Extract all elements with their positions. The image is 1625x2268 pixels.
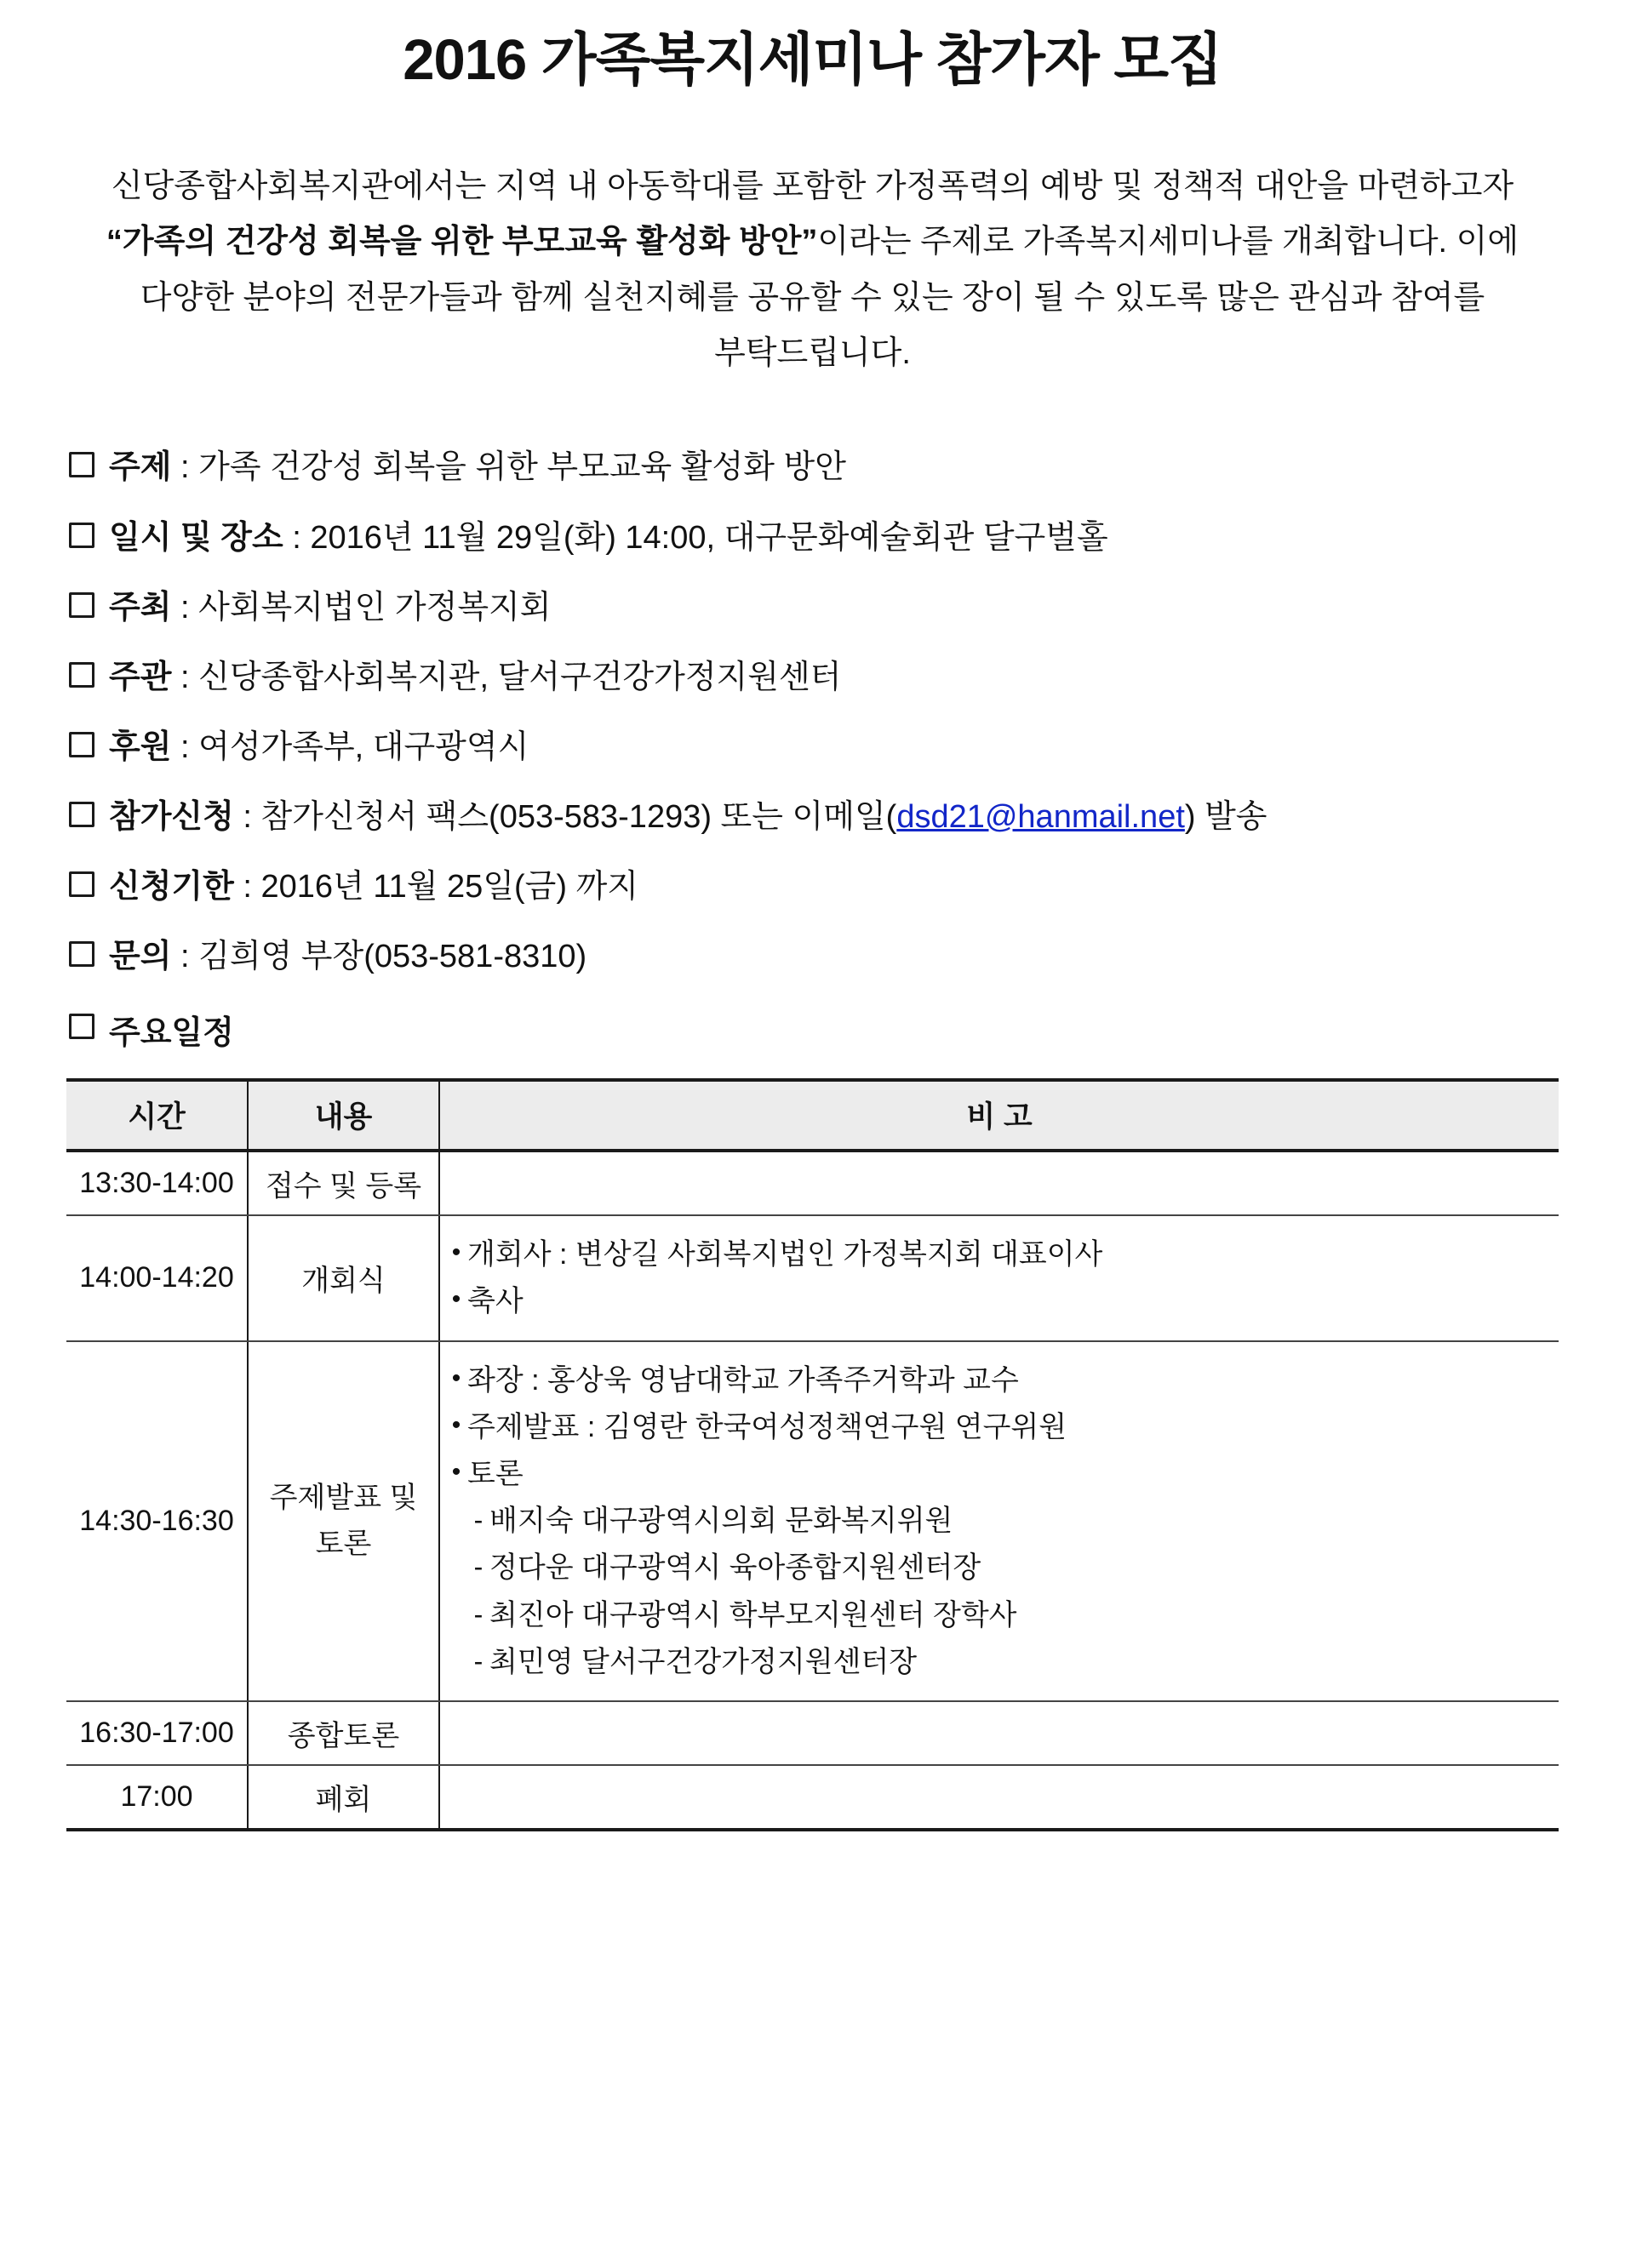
- info-item-value: 여성가족부, 대구광역시: [198, 728, 529, 765]
- intro-line-2-pre: 대안을 마련하고자: [1254, 169, 1514, 205]
- bullet-icon: •: [451, 1457, 461, 1486]
- column-header-remark: 비 고: [439, 1080, 1559, 1151]
- checkbox-icon: [69, 871, 94, 897]
- info-item-separator: :: [283, 519, 311, 556]
- intro-line-4: 공유할 수 있는 장이 될 수 있도록 많은 관심과 참여를 부탁드립니다.: [714, 279, 1485, 372]
- table-row: [66, 1341, 1559, 1701]
- cell-content: 개회식: [248, 1215, 439, 1340]
- schedule-table: [66, 1078, 1559, 1831]
- checkbox-icon: [69, 452, 94, 477]
- checkbox-icon: [69, 732, 94, 757]
- table-row: [66, 1215, 1559, 1340]
- remark-text: 좌장 : 홍상욱 영남대학교 가족주거학과 교수: [467, 1363, 1019, 1397]
- bullet-icon: •: [451, 1285, 461, 1314]
- remark-text: 주제발표 : 김영란 한국여성정책연구원 연구위원: [467, 1410, 1067, 1443]
- info-item-label: 주최: [109, 589, 172, 626]
- schedule-heading-label: 주요일정: [109, 1015, 234, 1052]
- info-item-value: 사회복지법인 가정복지회: [198, 589, 552, 626]
- table-row: [66, 1151, 1559, 1215]
- info-item-value: 가족 건강성 회복을 위한 부모교육 활성화 방안: [198, 449, 846, 486]
- table-row: [66, 1765, 1559, 1830]
- info-item-value-post: ) 발송: [1184, 798, 1267, 835]
- remark-line: [445, 1236, 1553, 1273]
- info-item-text: [109, 724, 1559, 771]
- info-item-label: 주제: [109, 449, 172, 486]
- intro-line-1: 신당종합사회복지관에서는 지역 내 아동학대를 포함한 가정폭력의 예방 및 정책적: [111, 169, 1246, 205]
- info-item-value: 김희영 부장(053-581-8310): [198, 939, 587, 975]
- info-item-text: [109, 585, 1559, 631]
- list-item: [66, 585, 1559, 631]
- list-item: [66, 654, 1559, 701]
- remark-text: 토론: [467, 1457, 524, 1490]
- checkbox-icon: [69, 523, 94, 548]
- list-item: [66, 934, 1559, 980]
- cell-content: 종합토론: [248, 1701, 439, 1765]
- dash-icon: -: [473, 1645, 483, 1677]
- intro-paragraph: [90, 159, 1535, 381]
- info-item-label: 문의: [109, 939, 172, 975]
- checkbox-icon: [69, 662, 94, 688]
- checkbox-icon: [69, 802, 94, 827]
- intro-line-2-post: 이라는 주제로: [817, 224, 1015, 260]
- cell-time: 14:00-14:20: [66, 1215, 248, 1340]
- remark-line-sub: [445, 1502, 1553, 1540]
- info-item-separator: :: [171, 659, 199, 695]
- checkbox-icon: [69, 1014, 94, 1039]
- cell-content: [248, 1341, 439, 1701]
- remark-text: 개회사 : 변상길 사회복지법인 가정복지회 대표이사: [467, 1238, 1103, 1271]
- bullet-icon: •: [451, 1363, 461, 1392]
- checkbox-icon: [69, 941, 94, 967]
- cell-content: 폐회: [248, 1765, 439, 1830]
- cell-time: 16:30-17:00: [66, 1701, 248, 1765]
- info-item-separator: :: [171, 728, 199, 765]
- remark-line: [445, 1283, 1553, 1320]
- cell-content-line-2: 토론: [315, 1528, 372, 1561]
- info-item-text: [109, 444, 1559, 491]
- schedule-heading: [66, 1006, 1559, 1053]
- intro-theme-quote: “가족의 건강성 회복을 위한 부모교육 활성화 방안”: [106, 224, 818, 260]
- info-item-value-pre: 참가신청서 팩스(053-583-1293) 또는 이메일(: [260, 798, 897, 835]
- info-item-value: 2016년 11월 25일(금) 까지: [260, 869, 639, 905]
- info-item-text: [109, 864, 1559, 911]
- remark-line-sub: [445, 1549, 1553, 1586]
- checkbox-icon: [69, 592, 94, 618]
- dash-icon: -: [473, 1505, 483, 1536]
- info-item-text: [109, 654, 1559, 701]
- cell-remark: [439, 1341, 1559, 1701]
- info-item-text: [109, 934, 1559, 980]
- info-item-separator: :: [171, 449, 199, 486]
- cell-remark: [439, 1765, 1559, 1830]
- cell-remark: [439, 1151, 1559, 1215]
- remark-text: 축사: [467, 1285, 524, 1318]
- remark-text: 최진아 대구광역시 학부모지원센터 장학사: [489, 1598, 1017, 1631]
- column-header-time: 시간: [66, 1080, 248, 1151]
- info-item-separator: :: [171, 939, 199, 975]
- list-item: [66, 724, 1559, 771]
- intro-line-3: 가족복지세미나를 개최합니다. 이에 다양한 분야의 전문가들과 함께 실천지혜를: [140, 224, 1519, 316]
- info-item-text: [109, 515, 1559, 562]
- remark-text: 배지숙 대구광역시의회 문화복지위원: [489, 1505, 953, 1538]
- cell-time: 13:30-14:00: [66, 1151, 248, 1215]
- cell-content: 접수 및 등록: [248, 1151, 439, 1215]
- info-list: [66, 444, 1559, 980]
- table-header: [66, 1080, 1559, 1151]
- cell-remark: [439, 1215, 1559, 1340]
- cell-time: 17:00: [66, 1765, 248, 1830]
- remark-line-sub: [445, 1597, 1553, 1634]
- table-body: [66, 1151, 1559, 1830]
- list-item: [66, 444, 1559, 491]
- bullet-icon: •: [451, 1410, 461, 1439]
- info-item-value: 신당종합사회복지관, 달서구건강가정지원센터: [198, 659, 842, 695]
- remark-line: [445, 1408, 1553, 1446]
- info-item-label: 주관: [109, 659, 172, 695]
- info-item-separator: :: [233, 869, 261, 905]
- email-link[interactable]: dsd21@hanmail.net: [896, 798, 1185, 835]
- info-item-label: 후원: [109, 728, 172, 765]
- remark-line-sub: [445, 1643, 1553, 1681]
- remark-text: 정다운 대구광역시 육아종합지원센터장: [489, 1551, 981, 1585]
- cell-time: 14:30-16:30: [66, 1341, 248, 1701]
- info-item-label: 일시 및 장소: [109, 519, 283, 556]
- info-item-label: 참가신청: [109, 798, 234, 835]
- dash-icon: -: [473, 1598, 483, 1630]
- list-item: [66, 515, 1559, 562]
- info-item-label: 신청기한: [109, 869, 234, 905]
- remark-line: [445, 1362, 1553, 1399]
- dash-icon: -: [473, 1551, 483, 1583]
- cell-remark: [439, 1701, 1559, 1765]
- table-row: [66, 1701, 1559, 1765]
- list-item: [66, 794, 1559, 841]
- remark-text: 최민영 달서구건강가정지원센터장: [489, 1645, 918, 1678]
- table-header-row: [66, 1080, 1559, 1151]
- info-item-value: 2016년 11월 29일(화) 14:00, 대구문화예술회관 달구벌홀: [310, 519, 1108, 556]
- page-title: 2016 가족복지세미나 참가자 모집: [403, 28, 1222, 92]
- info-item-text: [109, 794, 1559, 841]
- list-item: [66, 864, 1559, 911]
- column-header-content: 내용: [248, 1080, 439, 1151]
- bullet-icon: •: [451, 1238, 461, 1267]
- cell-content-line-1: 주제발표 및: [269, 1481, 418, 1514]
- info-item-separator: :: [171, 589, 199, 626]
- remark-line: [445, 1455, 1553, 1493]
- info-item-separator: :: [233, 798, 261, 835]
